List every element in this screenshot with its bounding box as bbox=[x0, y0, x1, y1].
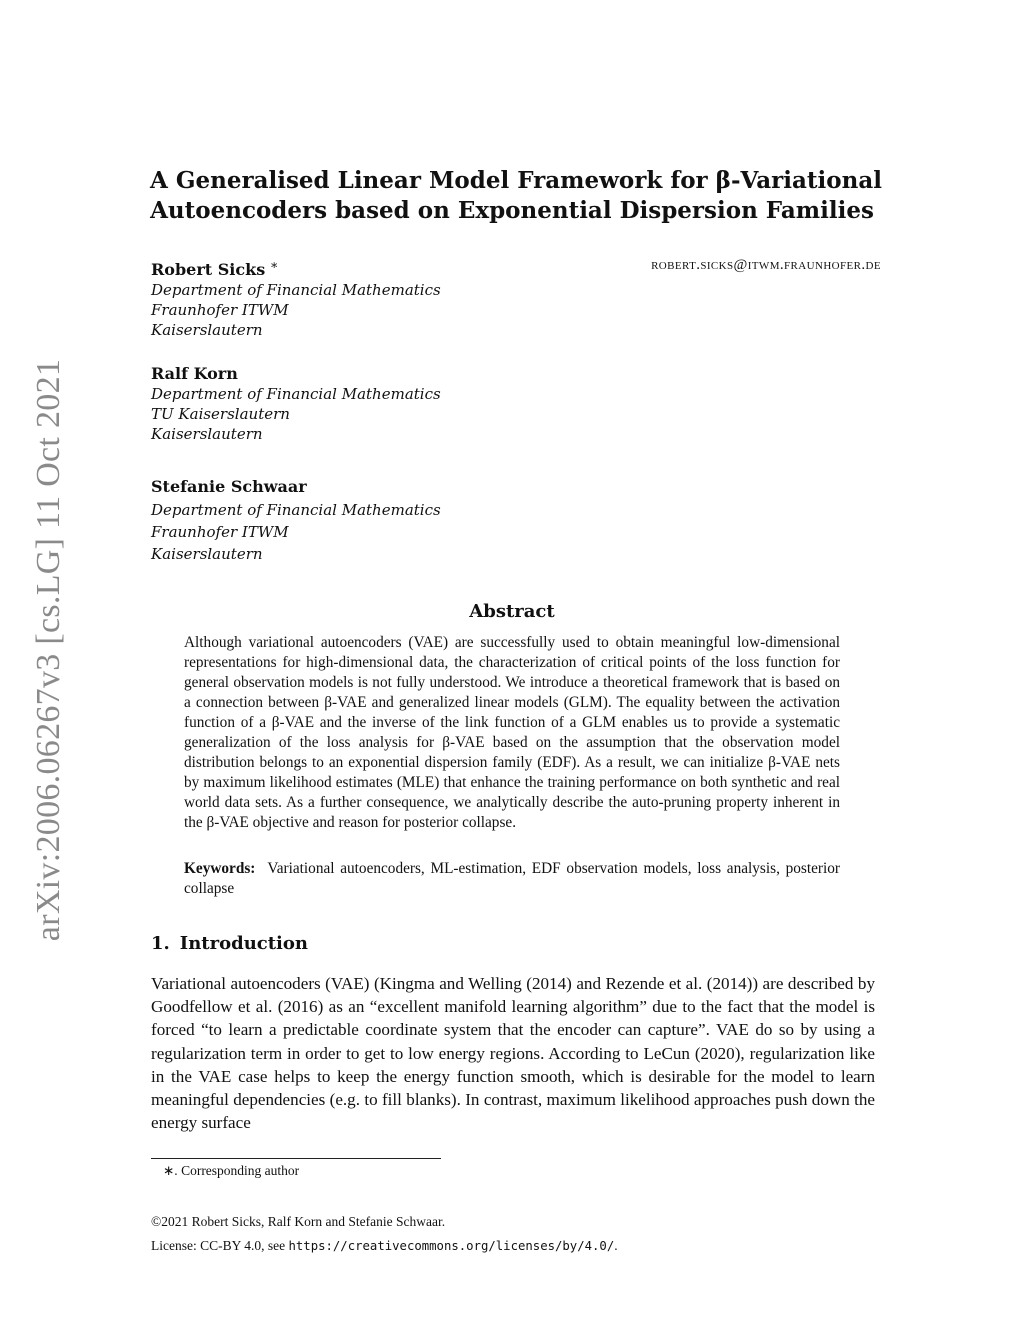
abstract-text: Although variational autoencoders (VAE) are successfully used to obtain meaningful low-dimensional representations for high-dimensional data, the characterization of critical points of the loss function for general observation models is not fully understood. We introduce a theoretical framework that is based on a connection between β-VAE and generalized linear models (GLM). The equality between the activation function of a β-VAE and the inverse of the link function of a GLM enables us to provide a systematic generalization of the loss analysis for β-VAE based on the assumption that the observation model distribution belongs to an exponential dispersion family (EDF). As a result, we can initialize β-VAE nets by maximum likelihood estimates (MLE) that enhance the training performance on both synthetic and real world data sets. As a further consequence, we analytically describe the auto-pruning property inherent in the β-VAE objective and reason for posterior collapse. bbox=[184, 634, 840, 831]
keywords-label: Keywords: bbox=[184, 860, 256, 877]
section-title: Introduction bbox=[179, 933, 308, 954]
footnote bbox=[163, 1163, 299, 1179]
author-city: Kaiserslautern bbox=[151, 545, 263, 563]
copyright-line: ©2021 Robert Sicks, Ralf Korn and Stefanie Schwaar. bbox=[151, 1214, 446, 1229]
section-number: 1. bbox=[151, 933, 170, 954]
author-block-2 bbox=[151, 364, 881, 444]
section-heading bbox=[151, 933, 308, 954]
author-block-1 bbox=[151, 255, 881, 340]
footnote-mark: ∗. bbox=[163, 1163, 178, 1178]
author-name: Ralf Korn bbox=[151, 364, 238, 383]
footnote-text: Corresponding author bbox=[181, 1163, 300, 1178]
author-city: Kaiserslautern bbox=[151, 425, 263, 443]
author-block-3 bbox=[151, 477, 881, 564]
author-email[interactable]: robert.sicks@itwm.fraunhofer.de bbox=[651, 257, 881, 273]
author-department: Department of Financial Mathematics bbox=[151, 385, 441, 403]
arxiv-sidebar-stamp bbox=[22, 360, 76, 940]
keywords bbox=[184, 859, 840, 899]
license-line bbox=[151, 1238, 618, 1254]
author-city: Kaiserslautern bbox=[151, 321, 263, 339]
author-institution: Fraunhofer ITWM bbox=[151, 301, 289, 319]
author-institution: Fraunhofer ITWM bbox=[151, 523, 289, 541]
license-prefix: License: CC-BY 4.0, see bbox=[151, 1238, 289, 1253]
arxiv-id-label: arXiv:2006.06267v3 [cs.LG] 11 Oct 2021 bbox=[30, 358, 67, 942]
paper-title-line-1: A Generalised Linear Model Framework for β-Variational bbox=[150, 167, 882, 194]
license-link[interactable]: https://creativecommons.org/licenses/by/4.0/ bbox=[288, 1239, 615, 1253]
keywords-list: Variational autoencoders, ML-estimation, EDF observation models, loss analysis, posterior collapse bbox=[184, 860, 840, 897]
paper-title bbox=[150, 166, 882, 226]
introduction-paragraph: Variational autoencoders (VAE) (Kingma and Welling (2014) and Rezende et al. (2014)) are described by Goodfellow et al. (2016) as an “excellent manifold learning algorithm” due to the fact that the model is forced “to learn a predictable coordinate system that the encoder can capture”. VAE do so by using a regularization term in order to get to low energy regions. According to LeCun (2020), regularization like in the VAE case helps to keep the energy function smooth, which is desirable for the model to learn meaningful dependencies (e.g. to fill blanks). In contrast, maximum likelihood approaches push down the energy surface bbox=[151, 974, 875, 1133]
abstract-heading: Abstract bbox=[469, 601, 555, 622]
author-name: Stefanie Schwaar bbox=[151, 477, 307, 496]
author-department: Department of Financial Mathematics bbox=[151, 501, 441, 519]
license-suffix: . bbox=[614, 1238, 618, 1253]
author-department: Department of Financial Mathematics bbox=[151, 281, 441, 299]
paper-title-line-2: Autoencoders based on Exponential Dispersion Families bbox=[150, 197, 874, 224]
author-name: Robert Sicks bbox=[151, 260, 266, 279]
author-institution: TU Kaiserslautern bbox=[151, 405, 290, 423]
footnote-divider bbox=[151, 1158, 441, 1159]
author-footnote-mark: ∗ bbox=[269, 257, 279, 272]
